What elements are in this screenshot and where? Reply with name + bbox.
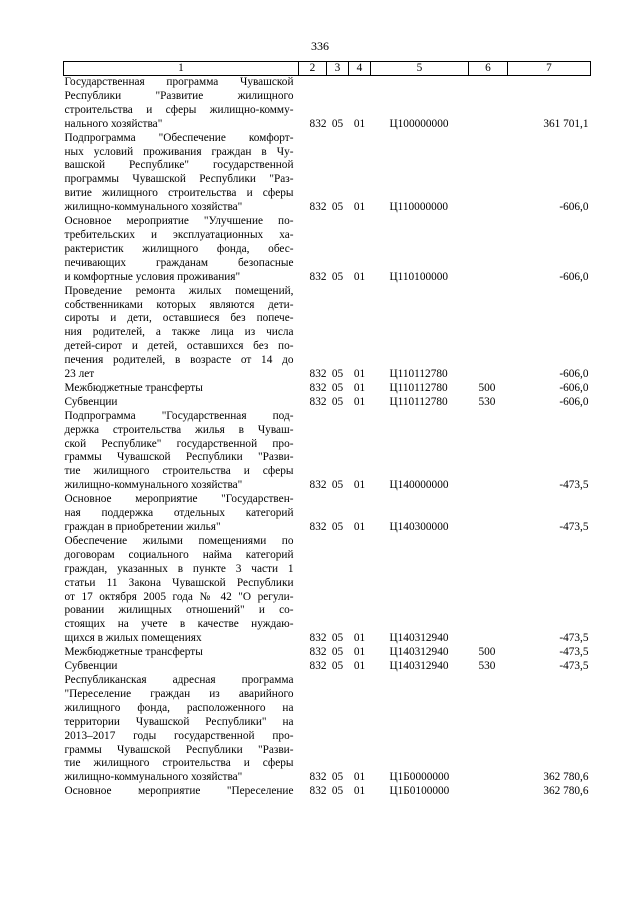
row-gr: 832 — [309, 201, 327, 214]
row-name-line: Межбюджетные трансферты — [64, 646, 203, 659]
row-target-article: Ц110100000 — [389, 270, 449, 283]
row-target-article: Ц1Б0100000 — [389, 785, 450, 798]
row-gr: 832 — [309, 395, 327, 408]
table-row — [64, 215, 591, 285]
header-col-1: 1 — [64, 62, 299, 76]
row-name-line: ния родителей, а также лица из числа — [64, 326, 294, 339]
row-amount: -606,0 — [559, 381, 589, 394]
row-target-article: Ц110000000 — [389, 201, 449, 214]
row-name-line: от 17 октября 2005 года № 42 "О регули- — [64, 590, 294, 603]
row-gr: 832 — [309, 368, 327, 381]
row-expense-type — [469, 76, 508, 132]
row-name-line: ная поддержка отдельных категорий — [64, 507, 294, 520]
row-amount: -473,5 — [559, 479, 589, 492]
row-target-article: Ц140312940 — [389, 646, 449, 659]
row-name-line: нального хозяйства" — [64, 117, 163, 130]
row-section: 05 — [331, 771, 344, 784]
table-row — [64, 410, 591, 493]
row-subsection: 01 — [353, 771, 366, 784]
table-row — [64, 785, 591, 799]
row-name-line: граммы Чувашской Республики "Разви- — [64, 451, 294, 464]
row-amount: -473,5 — [559, 660, 589, 673]
row-name-line: вашской Республике" государственной — [64, 159, 294, 172]
row-section: 05 — [331, 521, 344, 533]
row-name — [64, 396, 299, 410]
row-name — [64, 410, 299, 493]
table-row — [64, 535, 591, 646]
row-amount: 361 701,1 — [543, 117, 589, 130]
row-amount: 362 780,6 — [543, 771, 589, 784]
row-expense-type — [469, 285, 508, 382]
row-expense-type — [469, 674, 508, 785]
row-section: 05 — [331, 117, 344, 130]
row-expense-type: 530 — [478, 395, 496, 408]
table-row — [64, 396, 591, 410]
row-gr: 832 — [309, 479, 327, 492]
table-row — [64, 660, 591, 674]
row-expense-type — [469, 785, 508, 799]
row-name-line: печивающих гражданам безопасные — [64, 256, 294, 269]
row-section: 05 — [331, 201, 344, 214]
row-name-line: Республики "Развитие жилищного — [64, 89, 294, 102]
row-section: 05 — [331, 479, 344, 492]
row-name-line: требительских и эксплуатационных ха- — [64, 228, 294, 241]
row-name — [64, 646, 299, 660]
row-gr: 832 — [309, 270, 327, 283]
row-name-line: Основное мероприятие "Улучшение по- — [64, 215, 294, 228]
row-subsection: 01 — [353, 201, 366, 214]
row-name-line: территории Чувашской Республики" на — [64, 715, 294, 728]
row-name — [64, 674, 299, 785]
row-name-line: и комфортные условия проживания" — [64, 270, 241, 283]
table-body — [64, 76, 591, 800]
header-col-4: 4 — [349, 62, 371, 76]
row-target-article: Ц110112780 — [389, 395, 448, 408]
row-section: 05 — [331, 632, 344, 645]
row-name-line: граммы Чувашской Республики "Разви- — [64, 743, 294, 756]
row-name-line: граждан в приобретении жилья" — [64, 521, 221, 533]
row-section: 05 — [331, 395, 344, 408]
row-target-article: Ц1Б0000000 — [389, 771, 450, 784]
header-row — [64, 62, 591, 76]
row-subsection: 01 — [353, 632, 366, 645]
row-subsection: 01 — [353, 117, 366, 130]
row-name — [64, 76, 299, 132]
row-gr: 832 — [309, 632, 327, 645]
row-expense-type — [469, 535, 508, 646]
row-name — [64, 493, 299, 535]
row-subsection: 01 — [353, 368, 366, 381]
table-row — [64, 646, 591, 660]
row-target-article: Ц110112780 — [389, 381, 448, 394]
row-name-line: щихся в жилых помещениях — [64, 632, 202, 645]
row-name-line: жилищного фонда, расположенного на — [64, 701, 294, 714]
row-gr: 832 — [309, 646, 327, 659]
row-name — [64, 132, 299, 215]
row-subsection: 01 — [353, 785, 366, 798]
table-row — [64, 493, 591, 535]
row-name-line: тие жилищного строительства и сферы — [64, 757, 294, 770]
row-subsection: 01 — [353, 660, 366, 673]
row-name-line: Проведение ремонта жилых помещений, — [64, 284, 294, 297]
header-col-5: 5 — [371, 62, 469, 76]
row-target-article: Ц140000000 — [389, 479, 449, 492]
row-name — [64, 285, 299, 382]
row-gr: 832 — [309, 785, 327, 798]
row-subsection: 01 — [353, 646, 366, 659]
row-expense-type — [469, 493, 508, 535]
table-row — [64, 285, 591, 382]
row-section: 05 — [331, 785, 344, 798]
row-expense-type — [469, 410, 508, 493]
row-name-line: Субвенции — [64, 395, 118, 408]
row-name — [64, 535, 299, 646]
row-amount: -606,0 — [559, 201, 589, 214]
row-name-line: ных условий проживания граждан в Чу- — [64, 145, 294, 158]
row-name-line: строительства и сферы жилищно-комму- — [64, 103, 294, 116]
row-subsection: 01 — [353, 270, 366, 283]
row-name-line: Государственная программа Чувашской — [64, 76, 294, 88]
row-expense-type — [469, 132, 508, 215]
row-expense-type: 530 — [478, 660, 496, 673]
row-name — [64, 215, 299, 285]
row-target-article: Ц110112780 — [389, 368, 448, 381]
header-col-2: 2 — [299, 62, 327, 76]
row-subsection: 01 — [353, 521, 366, 533]
header-col-6: 6 — [469, 62, 508, 76]
row-gr: 832 — [309, 521, 327, 533]
row-gr: 832 — [309, 771, 327, 784]
row-amount: -606,0 — [559, 395, 589, 408]
row-name-line: тие жилищного строительства и сферы — [64, 465, 294, 478]
row-name-line: Подпрограмма "Обеспечение комфорт- — [64, 131, 294, 144]
budget-table — [63, 61, 591, 799]
row-expense-type: 500 — [478, 381, 496, 394]
row-section: 05 — [331, 270, 344, 283]
row-name-line: Основное мероприятие "Переселение — [64, 785, 294, 798]
row-amount: -473,5 — [559, 646, 589, 659]
table-row — [64, 76, 591, 132]
row-section: 05 — [331, 381, 344, 394]
row-name-line: ровании жилищных отношений" и со- — [64, 604, 294, 617]
row-subsection: 01 — [353, 381, 366, 394]
row-name-line: Основное мероприятие "Государствен- — [64, 493, 294, 506]
row-name-line: Субвенции — [64, 660, 118, 673]
row-name-line: Межбюджетные трансферты — [64, 381, 203, 394]
row-expense-type — [469, 215, 508, 285]
row-name-line: сироты и дети, оставшиеся без попече- — [64, 312, 294, 325]
row-subsection: 01 — [353, 395, 366, 408]
row-amount: -473,5 — [559, 632, 589, 645]
row-name-line: детей-сирот и детей, оставшихся без по- — [64, 340, 294, 353]
table-row — [64, 674, 591, 785]
row-name-line: собственниками которых являются дети- — [64, 298, 294, 311]
row-subsection: 01 — [353, 479, 366, 492]
header-col-3: 3 — [327, 62, 349, 76]
row-amount: -473,5 — [559, 521, 589, 533]
row-name-line: Республиканская адресная программа — [64, 673, 294, 686]
row-name — [64, 785, 299, 799]
row-section: 05 — [331, 368, 344, 381]
row-target-article: Ц140312940 — [389, 660, 449, 673]
row-name-line: граждан, указанных в пункте 3 части 1 — [64, 562, 294, 575]
page-number: 336 — [311, 39, 329, 53]
row-name-line: рактеристик жилищного фонда, обес- — [64, 242, 294, 255]
row-expense-type: 500 — [478, 646, 496, 659]
row-gr: 832 — [309, 117, 327, 130]
row-target-article: Ц140312940 — [389, 632, 449, 645]
row-name-line: жилищно-коммунального хозяйства" — [64, 201, 243, 214]
row-amount: 362 780,6 — [543, 785, 589, 798]
row-gr: 832 — [309, 381, 327, 394]
row-name-line: ской Республике" государственной про- — [64, 437, 294, 450]
row-name — [64, 660, 299, 674]
row-name-line: 2013–2017 годы государственной про- — [64, 729, 294, 742]
row-gr: 832 — [309, 660, 327, 673]
row-section: 05 — [331, 646, 344, 659]
row-name — [64, 382, 299, 396]
row-name-line: статьи 11 Закона Чувашской Республики — [64, 576, 294, 589]
header-col-7: 7 — [508, 62, 591, 76]
row-name-line: жилищно-коммунального хозяйства" — [64, 771, 243, 784]
row-amount: -606,0 — [559, 270, 589, 283]
row-target-article: Ц140300000 — [389, 521, 449, 533]
row-name-line: Подпрограмма "Государственная под- — [64, 409, 294, 422]
row-name-line: программы Чувашской Республики "Раз- — [64, 173, 294, 186]
row-name-line: жилищно-коммунального хозяйства" — [64, 479, 243, 492]
row-target-article: Ц100000000 — [389, 117, 449, 130]
row-name-line: "Переселение граждан из аварийного — [64, 687, 294, 700]
row-name-line: витие жилищного строительства и сферы — [64, 187, 294, 200]
row-name-line: стоящих на учете в качестве нуждаю- — [64, 618, 294, 631]
table-row — [64, 132, 591, 215]
row-name-line: держка строительства жилья в Чуваш- — [64, 423, 294, 436]
row-name-line: договорам социального найма категорий — [64, 548, 294, 561]
table-row — [64, 382, 591, 396]
row-amount: -606,0 — [559, 368, 589, 381]
row-name-line: печения родителей, в возрасте от 14 до — [64, 354, 294, 367]
row-name-line: 23 лет — [64, 368, 95, 381]
row-section: 05 — [331, 660, 344, 673]
row-name-line: Обеспечение жилыми помещениями по — [64, 534, 294, 547]
